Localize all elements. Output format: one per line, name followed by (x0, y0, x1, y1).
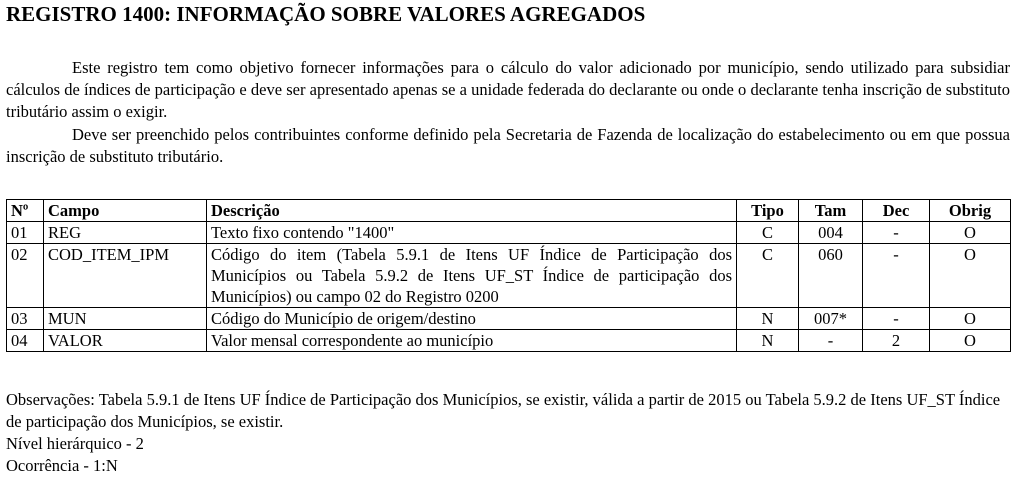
table-header-row (7, 200, 1011, 222)
cell-obrig: O (930, 308, 1011, 330)
cell-num: 01 (7, 222, 44, 244)
cell-num: 04 (7, 330, 44, 352)
table-row (7, 222, 1011, 244)
occurrence: Ocorrência - 1:N (6, 456, 118, 475)
header-obrig: Obrig (930, 200, 1011, 222)
cell-tipo: C (737, 222, 799, 244)
cell-tam: 007* (799, 308, 863, 330)
cell-dec: - (863, 222, 930, 244)
cell-dec: 2 (863, 330, 930, 352)
cell-tipo: C (737, 244, 799, 308)
register-title: REGISTRO 1400: INFORMAÇÃO SOBRE VALORES AGREGADOS (6, 2, 646, 26)
intro-paragraph: Este registro tem como objetivo fornecer informações para o cálculo do valor adicionado por município, sendo utilizado para subsidiar cálculos de índices de participação e deve ser apresentado apenas se a unidade federada do declarante ou onde o declarante tenha inscrição de substituto tributário assim o exigir. (6, 58, 1010, 121)
cell-dec: - (863, 308, 930, 330)
cell-tipo: N (737, 308, 799, 330)
cell-campo: COD_ITEM_IPM (44, 244, 207, 308)
cell-obrig: O (930, 244, 1011, 308)
cell-descricao: Código do Município de origem/destino (207, 308, 737, 330)
header-descricao: Descrição (207, 200, 737, 222)
fill-rule-paragraph: Deve ser preenchido pelos contribuintes conforme definido pela Secretaria de Fazenda de localização do estabelecimento ou em que possua inscrição de substituto tributário. (6, 125, 1010, 166)
observations-text: Observações: Tabela 5.9.1 de Itens UF Índice de Participação dos Municípios, se existir, válida a partir de 2015 ou Tabela 5.9.2 de Itens UF_ST Índice de participação dos Municípios, se existir. (6, 390, 1001, 431)
cell-obrig: O (930, 330, 1011, 352)
cell-campo: MUN (44, 308, 207, 330)
footer-notes (6, 389, 1010, 477)
header-campo: Campo (44, 200, 207, 222)
cell-dec: - (863, 244, 930, 308)
header-num: Nº (7, 200, 44, 222)
header-tam: Tam (799, 200, 863, 222)
cell-campo: REG (44, 222, 207, 244)
cell-descricao: Texto fixo contendo "1400" (207, 222, 737, 244)
cell-tipo: N (737, 330, 799, 352)
cell-descricao: Código do item (Tabela 5.9.1 de Itens UF Índice de Participação dos Municípios ou Tabela 5.9.2 de Itens UF_ST Índice de participação dos Municípios) ou campo 02 do Registro 0200 (207, 244, 737, 308)
hierarchy-level: Nível hierárquico - 2 (6, 434, 144, 453)
table-row (7, 244, 1011, 308)
table-row (7, 330, 1011, 352)
table-row (7, 308, 1011, 330)
cell-tam: 060 (799, 244, 863, 308)
cell-num: 03 (7, 308, 44, 330)
cell-descricao: Valor mensal correspondente ao município (207, 330, 737, 352)
header-dec: Dec (863, 200, 930, 222)
cell-tam: - (799, 330, 863, 352)
cell-num: 02 (7, 244, 44, 308)
cell-obrig: O (930, 222, 1011, 244)
fields-table (6, 199, 1011, 352)
header-tipo: Tipo (737, 200, 799, 222)
cell-campo: VALOR (44, 330, 207, 352)
cell-tam: 004 (799, 222, 863, 244)
